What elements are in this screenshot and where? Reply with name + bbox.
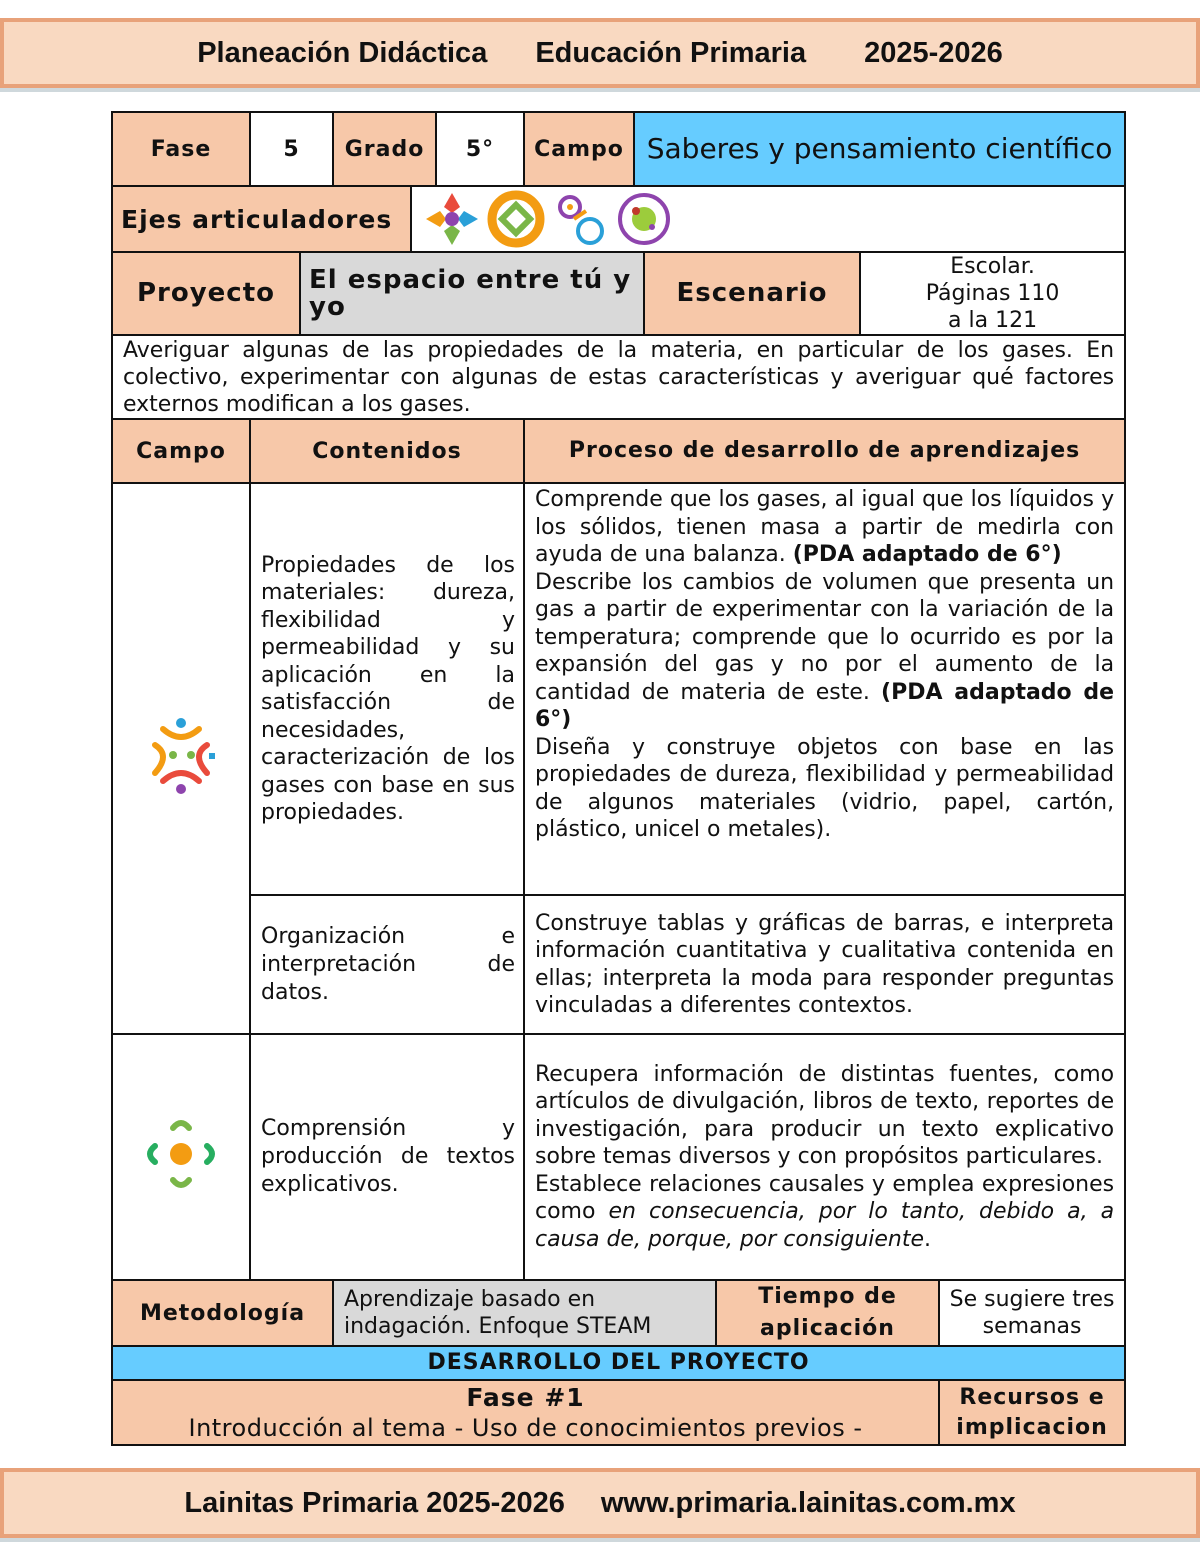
metodologia-label: Metodología <box>112 1280 333 1346</box>
lenguajes-campo-icon <box>141 1114 221 1194</box>
grado-value: 5° <box>436 112 524 186</box>
proyecto-label: Proyecto <box>112 252 300 335</box>
interculturality-icon <box>550 189 610 249</box>
pda-textos <box>524 1034 1125 1280</box>
contenido-datos: Organización e interpretación de datos. <box>250 895 524 1034</box>
ejes-label: Ejes articuladores <box>112 186 411 252</box>
pda-relaciones-italic: en consecuencia, por lo tanto, debido a, a causa de, porque, por consiguiente <box>535 1199 1115 1252</box>
escenario-line-2: Páginas 110 <box>925 281 1060 306</box>
fase-label: Fase <box>112 112 250 186</box>
tiempo-value: Se sugiere tres semanas <box>939 1280 1125 1346</box>
header-level: Educación Primaria <box>535 36 807 69</box>
inclusion-icon <box>422 189 482 249</box>
campo-icon-cell-1 <box>112 483 250 1034</box>
pda-masa-gases: Comprende que los gases, al igual que los líquidos y los sólidos, tienen masa a partir de medirla con ayuda de una balanza. <box>535 487 1115 567</box>
escenario-line-1: Escolar. <box>950 254 1035 279</box>
pda-tag-2: (PDA adaptado de 6°) <box>535 679 1115 732</box>
col-header-contenidos: Contenidos <box>250 419 524 483</box>
campo-value: Saberes y pensamiento científico <box>634 112 1125 186</box>
pda-tag-1: (PDA adaptado de 6°) <box>792 542 1062 567</box>
fase1-subtitle: Introducción al tema - Uso de conocimientos previos - <box>188 1413 863 1442</box>
pda-disena-objetos: Diseña y construye objetos con base en las propiedades de dureza, flexibilidad y permeabilidad de algunos materiales (vidrio, papel, cartón, plástico, unicel o metales). <box>535 734 1115 842</box>
campo-icon-cell-2 <box>112 1034 250 1280</box>
saberes-campo-icon <box>141 715 221 795</box>
project-description: Averiguar algunas de las propiedades de la materia, en particular de los gases. En colectivo, experimentar con algunas de estas características y averiguar qué factores externos modifican a los gases. <box>112 335 1125 419</box>
life-sense-icon <box>614 189 674 249</box>
header-banner <box>0 18 1200 88</box>
pda-datos: Construye tablas y gráficas de barras, e interpreta información cuantitativa y cualitativa contenida en ellas; interpreta la moda para responder preguntas vinculadas a diferentes contextos. <box>524 895 1125 1034</box>
fase1-title: Fase #1 <box>466 1382 585 1412</box>
contenido-textos: Comprensión y producción de textos explicativos. <box>250 1034 524 1280</box>
footer-banner <box>0 1468 1200 1538</box>
footer-brand: Lainitas Primaria 2025-2026 <box>184 1486 565 1519</box>
contenido-propiedades: Propiedades de los materiales: dureza, flexibilidad y permeabilidad y su aplicación en la satisfacción de necesidades, caracterización de los gases con base en sus propiedades. <box>250 483 524 895</box>
proyecto-value: El espacio entre tú y yo <box>300 252 644 335</box>
escenario-value <box>860 252 1125 335</box>
recursos-label: Recursos e implicacion <box>939 1380 1125 1445</box>
col-header-proceso: Proceso de desarrollo de aprendizajes <box>524 419 1125 483</box>
header-title: Planeación Didáctica <box>197 36 488 69</box>
tiempo-label: Tiempo de aplicación <box>716 1280 939 1346</box>
escenario-line-3: a la 121 <box>948 308 1038 333</box>
grado-label: Grado <box>333 112 436 186</box>
pda-volumen-gas: Describe los cambios de volumen que presenta un gas a partir de experimentar con la variación de la temperatura; comprende que lo ocurrido es por la expansión del gas y no por el aumento de la cantidad de materia de este. <box>535 569 1115 705</box>
pda-recupera-info: Recupera información de distintas fuentes, como artículos de divulgación, libros de texto, reportes de investigación, para producir un texto explicativo sobre temas diversos y con propósitos particulares. <box>535 1061 1115 1170</box>
fase-value: 5 <box>250 112 333 186</box>
campo-label: Campo <box>524 112 634 186</box>
desarrollo-title: DESARROLLO DEL PROYECTO <box>112 1346 1125 1380</box>
metodologia-value: Aprendizaje basado en indagación. Enfoque STEAM <box>333 1280 716 1346</box>
escenario-label: Escenario <box>644 252 860 335</box>
footer-url: www.primaria.lainitas.com.mx <box>600 1486 1016 1519</box>
header-year: 2025-2026 <box>864 36 1003 69</box>
planning-table <box>111 111 1126 1446</box>
pda-relaciones-end: . <box>924 1226 932 1252</box>
pda-propiedades <box>524 483 1125 895</box>
ejes-icons-cell <box>411 186 1125 252</box>
col-header-campo: Campo <box>112 419 250 483</box>
pda-relaciones-start: Establece relaciones causales y emplea expresiones como <box>535 1171 1115 1225</box>
critical-thinking-icon <box>486 189 546 249</box>
fase1-cell <box>112 1380 939 1445</box>
